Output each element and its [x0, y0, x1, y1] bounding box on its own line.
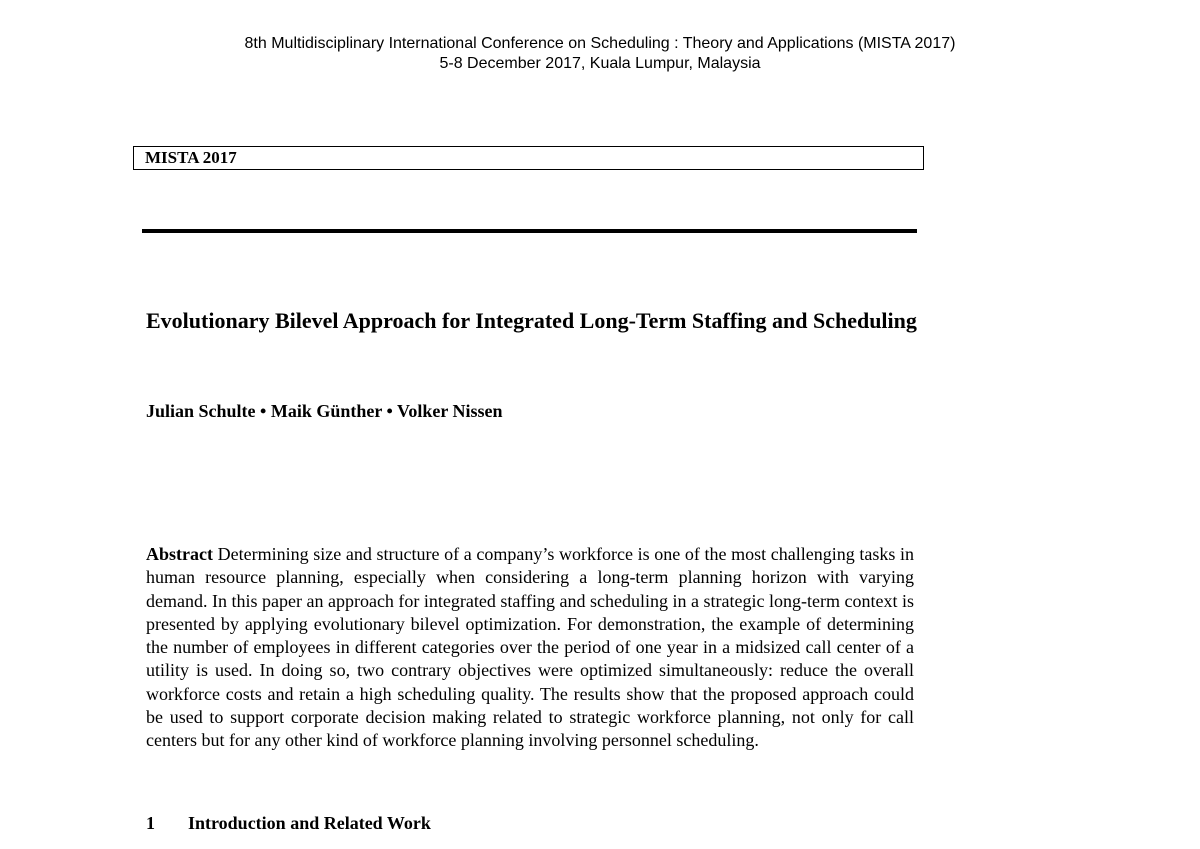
section-number: 1: [146, 813, 155, 833]
abstract: [146, 543, 914, 753]
conference-date-location: 5-8 December 2017, Kuala Lumpur, Malaysia: [439, 55, 761, 72]
section-title: Introduction and Related Work: [188, 813, 431, 833]
section-heading: [146, 812, 431, 834]
venue-box: MISTA 2017: [133, 146, 924, 170]
abstract-text: Determining size and structure of a company’s workforce is one of the most challenging tasks in human resource planning, especially when considering a long-term planning horizon with varying demand. In this paper an approach for integrated staffing and scheduling in a strategic long-term context is presented by applying evolutionary bilevel optimization. For demonstration, the example of determining the number of employees in different categories over the period of one year in a midsized call center of a utility is used. In doing so, two contrary objectives were optimized simultaneously: reduce the overall workforce costs and retain a high scheduling quality. The results show that the proposed approach could be used to support corporate decision making related to strategic workforce planning, not only for call centers but for any other kind of workforce planning involving personnel scheduling.: [146, 544, 914, 751]
conference-name: 8th Multidisciplinary International Conference on Scheduling : Theory and Applications (MISTA 2017): [244, 35, 956, 52]
conference-header: [0, 34, 1200, 74]
paper-title: Evolutionary Bilevel Approach for Integrated Long-Term Staffing and Scheduling: [146, 308, 917, 333]
title-divider: [142, 229, 917, 233]
abstract-label: Abstract: [146, 544, 213, 564]
paper-authors: Julian Schulte • Maik Günther • Volker Nissen: [146, 401, 503, 421]
